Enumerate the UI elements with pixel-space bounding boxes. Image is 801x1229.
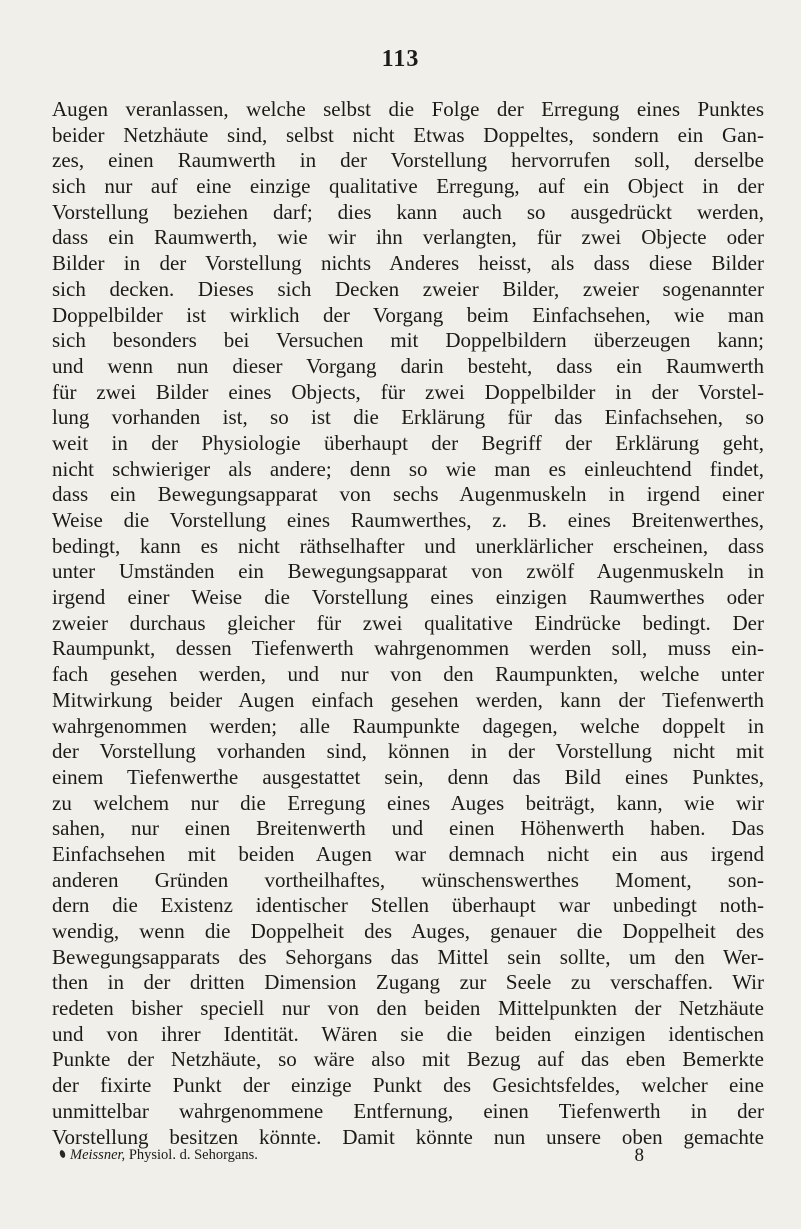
text-line: der fixirte Punkt der einzige Punkt des Gesichtsfeldes, welcher eine <box>52 1073 764 1098</box>
text-line: Mitwirkung beider Augen einfach gesehen werden, kann der Tiefenwerth <box>52 687 764 712</box>
text-line: unter Umständen ein Bewegungsapparat von zwölf Augenmuskeln in <box>52 559 764 584</box>
text-line: Augen veranlassen, welche selbst die Folge der Erregung eines Punktes <box>52 97 764 121</box>
text-line: der Vorstellung vorhanden sind, können in der Vorstellung nicht mit <box>52 739 764 764</box>
text-line: anderen Gründen vortheilhaftes, wünschenswerthes Moment, son- <box>52 867 764 892</box>
footer-title: Physiol. d. Sehorgans. <box>128 1147 258 1163</box>
text-line: einem Tiefenwerthe ausgestattet sein, denn das Bild eines Punktes, <box>52 764 764 789</box>
text-line: zweier durchaus gleicher für zwei qualitative Eindrücke bedingt. Der <box>52 610 764 635</box>
text-line: wahrgenommen werden; alle Raumpunkte dagegen, welche doppelt in <box>52 713 764 738</box>
text-line: Punkte der Netzhäute, so wäre also mit Bezug auf das eben Bemerkte <box>52 1047 764 1072</box>
text-line: unmittelbar wahrgenommene Entfernung, einen Tiefenwerth in der <box>52 1098 764 1123</box>
text-line: und wenn nun dieser Vorgang darin besteht, dass ein Raumwerth <box>52 353 764 378</box>
text-line: Doppelbilder ist wirklich der Vorgang beim Einfachsehen, wie man <box>52 302 764 327</box>
text-line: then in der dritten Dimension Zugang zur Seele zu verschaffen. Wir <box>52 970 764 995</box>
text-line: fach gesehen werden, und nur von den Raumpunkten, welche unter <box>52 662 764 687</box>
text-line: und von ihrer Identität. Wären sie die beiden einzigen identischen <box>52 1021 764 1046</box>
page-footer <box>52 1143 760 1167</box>
text-line: wendig, wenn die Doppelheit des Auges, genauer die Doppelheit des <box>52 919 764 943</box>
text-line: Bewegungsapparats des Sehorgans das Mittel sein sollte, um den Wer- <box>52 944 764 969</box>
text-line: dern die Existenz identischer Stellen überhaupt war unbedingt noth- <box>52 893 764 918</box>
text-line: zu welchem nur die Erregung eines Auges beiträgt, kann, wie wir <box>52 790 764 815</box>
text-line: sich nur auf eine einzige qualitative Erregung, auf ein Object in der <box>52 174 764 199</box>
body-text <box>52 97 764 1150</box>
text-line: beider Netzhäute sind, selbst nicht Etwas Doppeltes, sondern ein Gan- <box>52 122 764 147</box>
bullet-mark <box>59 1149 66 1158</box>
text-line: weit in der Physiologie überhaupt der Begriff der Erklärung geht, <box>52 430 764 455</box>
text-line: dass ein Raumwerth, wie wir ihn verlangten, für zwei Objecte oder <box>52 225 764 250</box>
text-line: Einfachsehen mit beiden Augen war demnach nicht ein aus irgend <box>52 841 764 866</box>
footer-author: Meissner, <box>70 1147 126 1163</box>
footer-citation <box>70 1147 258 1164</box>
text-line: Vorstellung besitzen könnte. Damit könnte nun unsere oben gemachte <box>52 1124 764 1149</box>
text-line: redeten bisher speciell nur von den beiden Mittelpunkten der Netzhäute <box>52 996 764 1021</box>
text-line: sich besonders bei Versuchen mit Doppelbildern überzeugen kann; <box>52 328 764 353</box>
text-line: dass ein Bewegungsapparat von sechs Augenmuskeln in irgend einer <box>52 482 764 507</box>
text-line: nicht schwieriger als andere; denn so wie man es einleuchtend findet, <box>52 456 764 481</box>
text-line: für zwei Bilder eines Objects, für zwei Doppelbilder in der Vorstel- <box>52 379 764 404</box>
text-line: Weise die Vorstellung eines Raumwerthes, z. B. eines Breitenwerthes, <box>52 508 764 532</box>
signature-mark: 8 <box>634 1145 644 1166</box>
text-line: Bilder in der Vorstellung nichts Anderes heisst, als dass diese Bilder <box>52 251 764 276</box>
text-line: irgend einer Weise die Vorstellung eines einzigen Raumwerthes oder <box>52 585 764 610</box>
text-line: sich decken. Dieses sich Decken zweier Bilder, zweier sogenannter <box>52 276 764 301</box>
text-line: zes, einen Raumwerth in der Vorstellung hervorrufen soll, derselbe <box>52 148 764 173</box>
page-number: 113 <box>381 46 420 72</box>
text-line: Raumpunkt, dessen Tiefenwerth wahrgenommen werden soll, muss ein- <box>52 636 764 661</box>
text-line: lung vorhanden ist, so ist die Erklärung für das Einfachsehen, so <box>52 405 764 430</box>
text-line: Vorstellung beziehen darf; dies kann auch so ausgedrückt werden, <box>52 199 764 224</box>
text-line: bedingt, kann es nicht räthselhafter und unerklärlicher erscheinen, dass <box>52 533 764 558</box>
text-line: sahen, nur einen Breitenwerth und einen Höhenwerth haben. Das <box>52 816 764 841</box>
